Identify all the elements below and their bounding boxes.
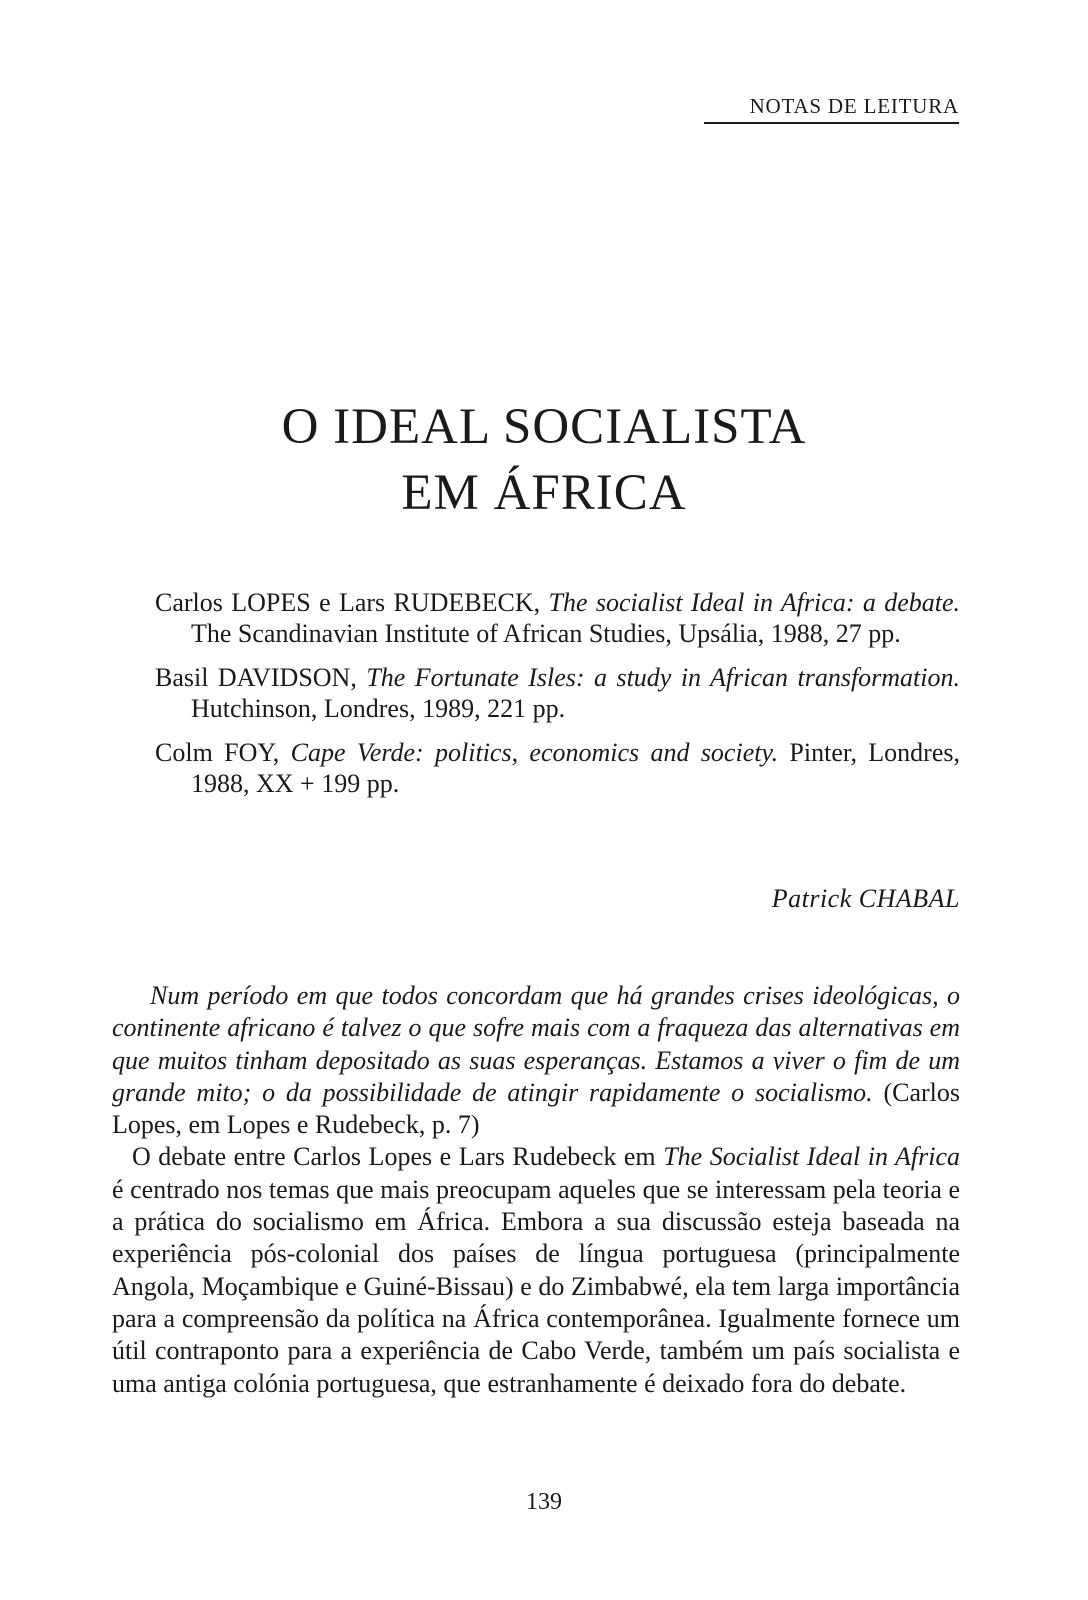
reference-author: Basil DAVIDSON, — [155, 663, 367, 692]
title-line-2: EM ÁFRICA — [401, 465, 687, 521]
reference-work-title: The socialist Ideal in Africa: a debate. — [548, 588, 961, 617]
epigraph-quote: Num período em que todos concordam que há grandes crises ideológicas, o continente africano é talvez o que sofre mais com a fraqueza das alternativas em que muitos tinham depositado as suas esperanças. Estamos a viver o fim de um grande mito; o da possibilidade de atingir rapidamente o socialismo. — [112, 981, 960, 1107]
paragraph-work-title: The Socialist Ideal in Africa — [663, 1142, 960, 1172]
reference-item — [155, 737, 960, 799]
running-head: NOTAS DE LEITURA — [704, 94, 959, 124]
epigraph — [112, 980, 960, 1141]
paragraph-lead: O debate entre Carlos Lopes e Lars Rudebeck em — [132, 1142, 664, 1172]
review-author: Patrick CHABAL — [771, 884, 960, 913]
reference-item — [155, 662, 960, 724]
reference-work-title: Cape Verde: politics, economics and society. — [290, 738, 779, 767]
reference-details: Hutchinson, Londres, 1989, 221 pp. — [191, 694, 566, 723]
reference-work-title: The Fortunate Isles: a study in African transformation. — [366, 663, 961, 692]
epigraph-citation: (Carlos Lopes, em Lopes e Rudebeck, p. 7) — [112, 1077, 961, 1140]
page-number: 139 — [526, 1489, 562, 1515]
article-body — [112, 980, 960, 1400]
body-paragraph — [112, 1141, 960, 1399]
reference-details: Pinter, Londres, 1988, XX + 199 pp. — [191, 738, 960, 798]
reference-author: Colm FOY, — [155, 738, 291, 767]
paragraph-text: é centrado nos temas que mais preocupam aqueles que se interessam pela teoria e a prática do socialismo em África. Embora a sua discussão esteja baseada na experiência pós-colonial dos países de língua portuguesa (principalmente Angola, Moçambique e Guiné-Bissau) e do Zimbabwé, ela tem larga importância para a compreensão da política na África contemporânea. Igualmente fornece um útil contraponto para a experiência de Cabo Verde, também um país socialista e uma antiga colónia portuguesa, que estranhamente é deixado fora do debate. — [112, 1174, 960, 1398]
reference-item — [155, 587, 960, 649]
reviewed-works — [155, 587, 960, 812]
title-line-1: O IDEAL SOCIALISTA — [281, 399, 807, 455]
reference-details: The Scandinavian Institute of African Studies, Upsália, 1988, 27 pp. — [191, 619, 901, 648]
reference-author: Carlos LOPES e Lars RUDEBECK, — [155, 588, 549, 617]
article-title — [0, 394, 1088, 526]
